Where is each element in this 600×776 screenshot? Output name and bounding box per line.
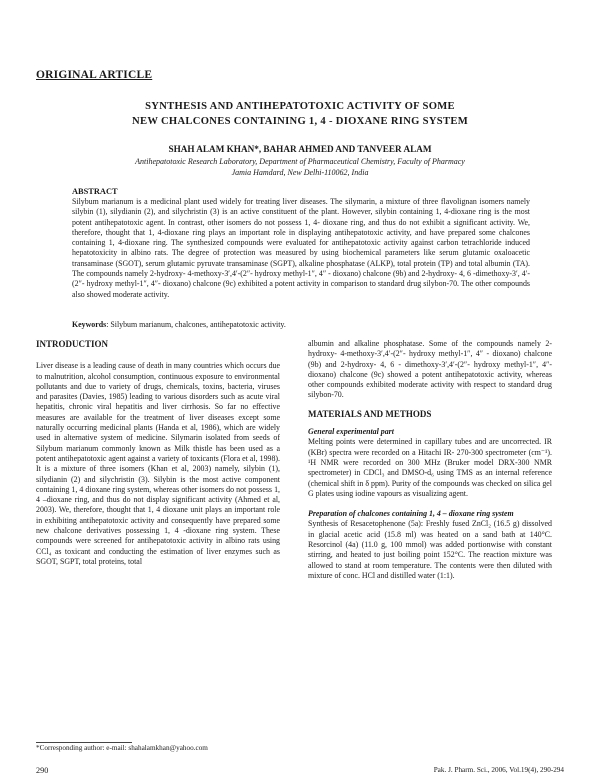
page-number: 290	[36, 766, 49, 775]
introduction-continued-text: albumin and alkaline phosphatase. Some of the compounds namely 2-hydroxy- 4-methoxy-3′,4′-(2″- hydroxy methyl-1″, 4″ - dioxano) chalcone (9b) and 2-hydroxy- 4, 6 - dimethoxy-3′,4′-(2″- hydroxy methyl-1″, 4″- dioxano) chalcone (9c) showed a potent antihepatotoxic activity, whereas other compounds exhibited moderate activity with respect to standard drug silybon-70.	[308, 339, 552, 400]
right-column	[308, 339, 552, 581]
abstract-text: Silybum marianum is a medicinal plant used widely for treating liver diseases. The silymarin, a mixture of three flavolignan isomers namely silybin (1), silydianin (2), and silychristin (3) is an active constituent of the plant. However, silybin containing 1, 4-dioxane ring is the most potent antihepatotoxic agent. In contrast, other isomers do not possess 1, 4- dioxane ring, and thus do not exhibit a significant activity. We, therefore, thought that 1, 4-dioxane ring plays an important role in displaying antihepatotoxic activity, and have prepared some chalcones containing 1, 4-dioxane ring. The synthesized compounds were evaluated for antihepatotoxic activity against carbon tetrachloride induced hepatotoxicity in albino rats. The degree of protection was measured by using biochemical parameters like serum glutamic oxaloacetic transaminase (SGOT), serum glutamic pyruvate transaminase (SGPT), alkaline phosphatase (ALKP), total protein (TP) and total albumin (TA). The compounds namely 2-hydroxy- 4-methoxy-3′,4′-(2″- hydroxy methyl-1″, 4″ - dioxano) chalcone (9b) and 2-hydroxy- 4, 6 -dimethoxy-3′, 4′-(2″- hydroxy methyl-1″, 4″- dioxano) chalcone (9c) exhibited a potent activity in comparison to standard drug silybon-70. The other compounds also showed moderate activity.	[72, 197, 530, 299]
affiliation	[60, 156, 540, 178]
left-column	[36, 339, 280, 567]
general-part-text: Melting points were determined in capillary tubes and are uncorrected. IR (KBr) spectra were recorded on a Hitachi IR- 270-300 spectrometer (cm⁻¹). ¹H NMR were recorded on 300 MHz (Bruker model DRX-300 NMR spectrometer) in CDCl₃ and DMSO-d₆ using TMS as an internal reference (chemical shift in δ ppm). Purity of the compounds was checked on silica gel G plates using iodine vapours as visualizing agent.	[308, 437, 552, 498]
keywords-label: Keywords	[72, 320, 107, 329]
authors: SHAH ALAM KHAN*, BAHAR AHMED AND TANVEER ALAM	[168, 144, 432, 154]
affiliation-line-2: Jamia Hamdard, New Delhi-110062, India	[231, 168, 369, 177]
methods-heading: MATERIALS AND METHODS	[308, 408, 432, 419]
section-tag: ORIGINAL ARTICLE	[36, 69, 153, 81]
preparation-heading: Preparation of chalcones containing 1, 4 – dioxane ring system	[308, 509, 514, 519]
introduction-text: Liver disease is a leading cause of death in many countries which occurs due to malnutrition, alcohol consumption, continuous exposure to environmental pollutants and due to variety of drugs, chemicals, toxins, bacteria, viruses and parasites (Davies, 1985) leading to various disorders such as acute viral hepatitis, chronic viral hepatitis and liver cirrhosis. So far no effective measures are available for the treatment of liver diseases except some naturally occurring medicinal plants (Handa et al, 1986), which are widely used in alternative system of medicine. Silymarin isolated from seeds of Silybum marianum commonly known as Milk thistle has been used as a potent antihepatotoxic agent against a variety of toxicants (Flora et al, 1998). It is a mixture of three isomers (Khan et al, 2003) namely, silybin (1), silydianin (2) and silychristin (3). Silybin is the most active component containing 1, 4 dioxane ring system, whereas other isomers do not possess 1, 4 –dioxane ring, and thus do not display significant activity (Ahmed et al, 2003). We, therefore, thought that 1, 4 dioxane unit plays an important role in exhibiting antihepatotoxic activity and consequently have prepared some new chalcone derivatives possessing 1, 4 -dioxane ring system. These compounds were screened for antihepatotoxic activity in albino rats using CCl₄ as toxicant and conducting the estimation of liver enzymes such as SGOT, SGPT, total proteins, total	[36, 361, 280, 566]
journal-reference: Pak. J. Pharm. Sci., 2006, Vol.19(4), 290-294	[433, 766, 564, 774]
preparation-text: Synthesis of Resacetophenone (5a): Freshly fused ZnCl₂ (16.5 g) dissolved in glacial acetic acid (15.8 ml) was heated on a sand bath at 140°C. Resorcinol (4a) (11.0 g, 100 mmol) was added portionwise with constant stirring, and heated to just boiling point 152°C. The reaction mixture was allowed to stand at room temperature. The contents were then diluted with mixture of conc. HCl and distilled water (1:1).	[308, 519, 552, 580]
general-part-heading: General experimental part	[308, 427, 394, 437]
abstract-heading: ABSTRACT	[72, 187, 118, 196]
title-line-2: NEW CHALCONES CONTAINING 1, 4 - DIOXANE RING SYSTEM	[132, 115, 468, 127]
affiliation-line-1: Antihepatotoxic Research Laboratory, Department of Pharmaceutical Chemistry, Faculty of Pharmacy	[135, 157, 465, 166]
keywords-text: : Silybum marianum, chalcones, antihepatotoxic activity.	[106, 320, 286, 329]
keywords	[72, 320, 286, 329]
article-title	[60, 100, 540, 129]
title-line-1: SYNTHESIS AND ANTIHEPATOTOXIC ACTIVITY OF SOME	[145, 101, 455, 112]
introduction-heading: INTRODUCTION	[36, 339, 109, 349]
corresponding-author-footnote: *Corresponding author: e-mail: shahalamkhan@yahoo.com	[36, 744, 208, 752]
footnote-rule	[36, 742, 132, 743]
